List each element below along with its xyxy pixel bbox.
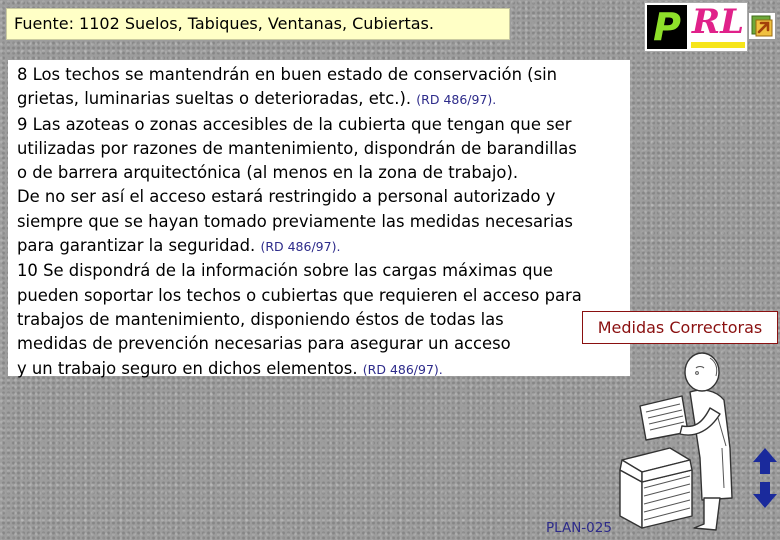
logo-underline [691,42,745,48]
text-line: utilizadas por razones de mantenimiento, dispondrán de barandillas [17,138,577,158]
text-line: siempre que se hayan tomado previamente las medidas necesarias [17,211,573,231]
text-line: o de barrera arquitectónica (al menos en la zona de trabajo). [17,163,519,183]
back-arrow-icon[interactable] [748,12,776,40]
regulation-reference: (RD 486/97). [416,92,497,108]
text-line: 9 Las azoteas o zonas accesibles de la cubierta que tengan que ser [17,114,572,134]
logo-letter-p: P [647,5,687,49]
logo-letters-rl: RL [691,2,745,42]
regulation-reference: (RD 486/97). [362,361,443,377]
text-line: trabajos de mantenimiento, disponiendo éstos de todas las [17,309,504,329]
text-line: 8 Los techos se mantendrán en buen estado de conservación (sin [17,65,558,84]
text-line: para garantizar la seguridad. (RD 486/97). [17,236,341,256]
source-title: Fuente: 1102 Suelos, Tabiques, Ventanas, Cubiertas. [6,8,510,40]
slide-code: PLAN-025 [546,520,612,536]
prl-logo [644,2,748,52]
text-line: medidas de prevención necesarias para asegurar un acceso [17,334,511,354]
text-line: grietas, luminarias sueltas o deterioradas, etc.). (RD 486/97). [17,89,497,109]
text-line: pueden soportar los techos o cubiertas que requieren el acceso para [17,285,582,305]
text-line: 10 Se dispondrá de la información sobre las cargas máximas que [17,261,553,281]
text-line: De no ser así el acceso estará restringido a personal autorizado y [17,187,556,207]
worker-reading-papers-icon [606,348,756,536]
text-line: y un trabajo seguro en dichos elementos. (RD 486/97). [17,358,443,378]
up-down-arrows-icon[interactable] [750,446,780,510]
regulation-text-panel [8,60,630,376]
regulation-reference: (RD 486/97). [260,239,341,255]
medidas-correctoras-button[interactable]: Medidas Correctoras [582,311,778,344]
